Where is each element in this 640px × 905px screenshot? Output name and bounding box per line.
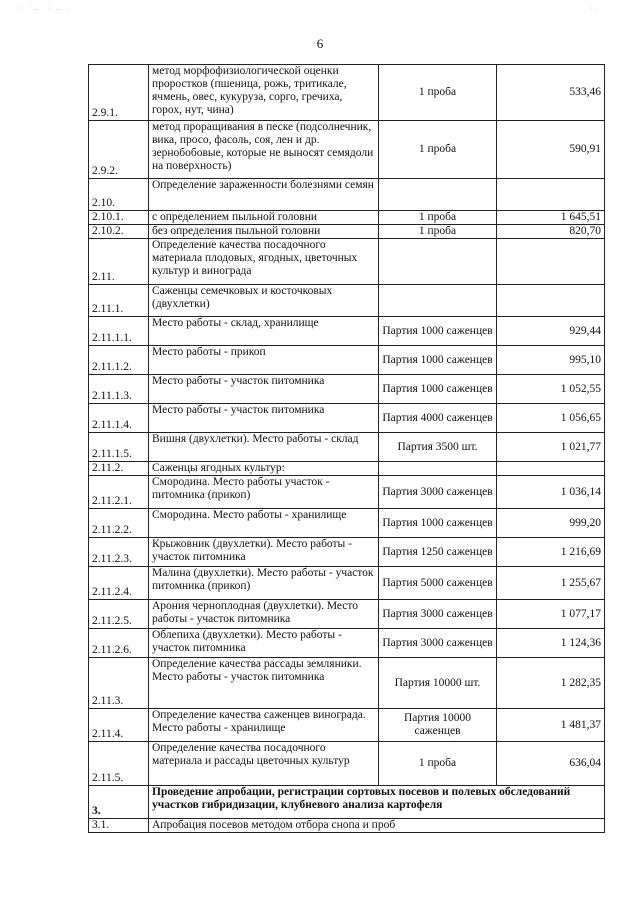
row-unit: Партия 1000 саженцев	[379, 375, 497, 404]
row-name: Место работы - участок питомника	[149, 375, 379, 404]
row-number: 2.10.2.	[89, 225, 149, 239]
row-price	[497, 285, 605, 317]
row-number: 2.11.1.1.	[89, 317, 149, 346]
row-price: 1 052,55	[497, 375, 605, 404]
row-unit: Партия 10000 саженцев	[379, 709, 497, 742]
table-row	[89, 709, 605, 742]
row-price: 995,10	[497, 346, 605, 375]
row-name: Определение зараженности болезнями семян	[149, 179, 379, 211]
row-name: метод морфофизиологической оценки проростков (пшеница, рожь, тритикале, ячмень, овес, кукуруза, сорго, гречиха, горох, нут, чина)	[149, 65, 379, 121]
row-price	[497, 179, 605, 211]
price-table	[88, 64, 605, 833]
row-price: 1 124,36	[497, 629, 605, 658]
row-name: Смородина. Место работы участок - питомника (прикоп)	[149, 476, 379, 509]
row-number: 2.9.2.	[89, 121, 149, 179]
row-unit	[379, 239, 497, 285]
row-unit: 1 проба	[379, 65, 497, 121]
row-price: 1 216,69	[497, 538, 605, 567]
row-unit: Партия 5000 саженцев	[379, 567, 497, 600]
row-name: Вишня (двухлетки). Место работы - склад	[149, 433, 379, 462]
table-row	[89, 225, 605, 239]
row-number: 2.11.1.5.	[89, 433, 149, 462]
section-row	[89, 786, 605, 819]
row-number: 2.11.1.2.	[89, 346, 149, 375]
table-row	[89, 509, 605, 538]
row-unit: Партия 1000 саженцев	[379, 346, 497, 375]
row-number: 2.11.3.	[89, 658, 149, 709]
row-number: 2.11.2.2.	[89, 509, 149, 538]
row-number: 2.11.4.	[89, 709, 149, 742]
table-row	[89, 476, 605, 509]
table-row	[89, 629, 605, 658]
row-price	[497, 239, 605, 285]
table-row	[89, 658, 605, 709]
row-number: 2.11.2.1.	[89, 476, 149, 509]
row-unit	[379, 285, 497, 317]
table-row	[89, 346, 605, 375]
row-price: 1 077,17	[497, 600, 605, 629]
table-row	[89, 600, 605, 629]
row-unit: Партия 3000 саженцев	[379, 629, 497, 658]
table-row	[89, 742, 605, 786]
row-price: 820,70	[497, 225, 605, 239]
row-unit: Партия 1250 саженцев	[379, 538, 497, 567]
row-unit: Партия 4000 саженцев	[379, 404, 497, 433]
row-name: Саженцы ягодных культур:	[149, 462, 379, 476]
row-unit: 1 проба	[379, 225, 497, 239]
table-row	[89, 121, 605, 179]
row-name: Место работы - участок питомника	[149, 404, 379, 433]
row-price	[497, 462, 605, 476]
table-row	[89, 819, 605, 833]
row-unit	[379, 462, 497, 476]
row-unit: Партия 1000 саженцев	[379, 317, 497, 346]
row-name: Арония черноплодная (двухлетки). Место работы - участок питомника	[149, 600, 379, 629]
table-row	[89, 462, 605, 476]
table-row	[89, 375, 605, 404]
row-name: Определение качества саженцев винограда. Место работы - хранилище	[149, 709, 379, 742]
table-row	[89, 65, 605, 121]
row-name: метод проращивания в песке (подсолнечник, вика, просо, фасоль, соя, лен и др. зернобобовые, которые не выносят семядоли на поверхность)	[149, 121, 379, 179]
row-unit	[379, 179, 497, 211]
row-price: 1 645,51	[497, 211, 605, 225]
row-name: Определение качества рассады земляники. Место работы - участок питомника	[149, 658, 379, 709]
row-unit: Партия 3500 шт.	[379, 433, 497, 462]
table-row	[89, 179, 605, 211]
row-price: 1 282,35	[497, 658, 605, 709]
table-row	[89, 404, 605, 433]
page-number: 6	[316, 36, 324, 51]
row-name: Малина (двухлетки). Место работы - участок питомника (прикоп)	[149, 567, 379, 600]
row-name: Смородина. Место работы - хранилище	[149, 509, 379, 538]
row-name: Место работы - прикоп	[149, 346, 379, 375]
row-number: 2.11.1.	[89, 285, 149, 317]
row-name: Определение качества посадочного материала и рассады цветочных культур	[149, 742, 379, 786]
row-unit: Партия 3000 саженцев	[379, 476, 497, 509]
row-price: 636,04	[497, 742, 605, 786]
table-row	[89, 317, 605, 346]
row-name: без определения пыльной головни	[149, 225, 379, 239]
row-price: 1 021,77	[497, 433, 605, 462]
row-number: 2.11.2.6.	[89, 629, 149, 658]
row-unit: Партия 1000 саженцев	[379, 509, 497, 538]
row-unit: 1 проба	[379, 211, 497, 225]
row-name: Саженцы семечковых и косточковых (двухлетки)	[149, 285, 379, 317]
row-unit: Партия 3000 саженцев	[379, 600, 497, 629]
table-row	[89, 433, 605, 462]
row-name: Апробация посевов методом отбора снопа и проб	[149, 819, 605, 833]
row-unit: 1 проба	[379, 742, 497, 786]
row-price: 929,44	[497, 317, 605, 346]
row-name: Крыжовник (двухлетки). Место работы - участок питомника	[149, 538, 379, 567]
table-row	[89, 538, 605, 567]
row-unit: 1 проба	[379, 121, 497, 179]
table-row	[89, 567, 605, 600]
scan-noise: · ·– ·· – ·	[20, 4, 72, 13]
row-price: 533,46	[497, 65, 605, 121]
section-title: Проведение апробации, регистрации сортовых посевов и полевых обследований участков гибридизации, клубневого анализа картофеля	[149, 786, 605, 819]
row-price: 1 481,37	[497, 709, 605, 742]
row-price: 1 056,65	[497, 404, 605, 433]
row-number: 2.10.	[89, 179, 149, 211]
row-number: 2.11.1.3.	[89, 375, 149, 404]
row-number: 2.11.2.3.	[89, 538, 149, 567]
row-number: 2.10.1.	[89, 211, 149, 225]
row-name: с определением пыльной головни	[149, 211, 379, 225]
row-number: 2.11.5.	[89, 742, 149, 786]
section-number: 3.	[89, 786, 149, 819]
table-row	[89, 211, 605, 225]
row-price: 1 036,14	[497, 476, 605, 509]
row-name: Определение качества посадочного материала плодовых, ягодных, цветочных культур и винограда	[149, 239, 379, 285]
row-name: Облепиха (двухлетки). Место работы - участок питомника	[149, 629, 379, 658]
row-unit: Партия 10000 шт.	[379, 658, 497, 709]
table-row	[89, 285, 605, 317]
row-number: 2.11.2.4.	[89, 567, 149, 600]
row-number: 2.11.1.4.	[89, 404, 149, 433]
row-number: 2.11.	[89, 239, 149, 285]
row-number: 2.9.1.	[89, 65, 149, 121]
row-number: 2.11.2.	[89, 462, 149, 476]
table-row	[89, 239, 605, 285]
scan-noise: ·· ·	[590, 4, 608, 13]
row-price: 999,20	[497, 509, 605, 538]
row-price: 1 255,67	[497, 567, 605, 600]
row-name: Место работы - склад, хранилище	[149, 317, 379, 346]
row-number: 3.1.	[89, 819, 149, 833]
row-price: 590,91	[497, 121, 605, 179]
row-number: 2.11.2.5.	[89, 600, 149, 629]
